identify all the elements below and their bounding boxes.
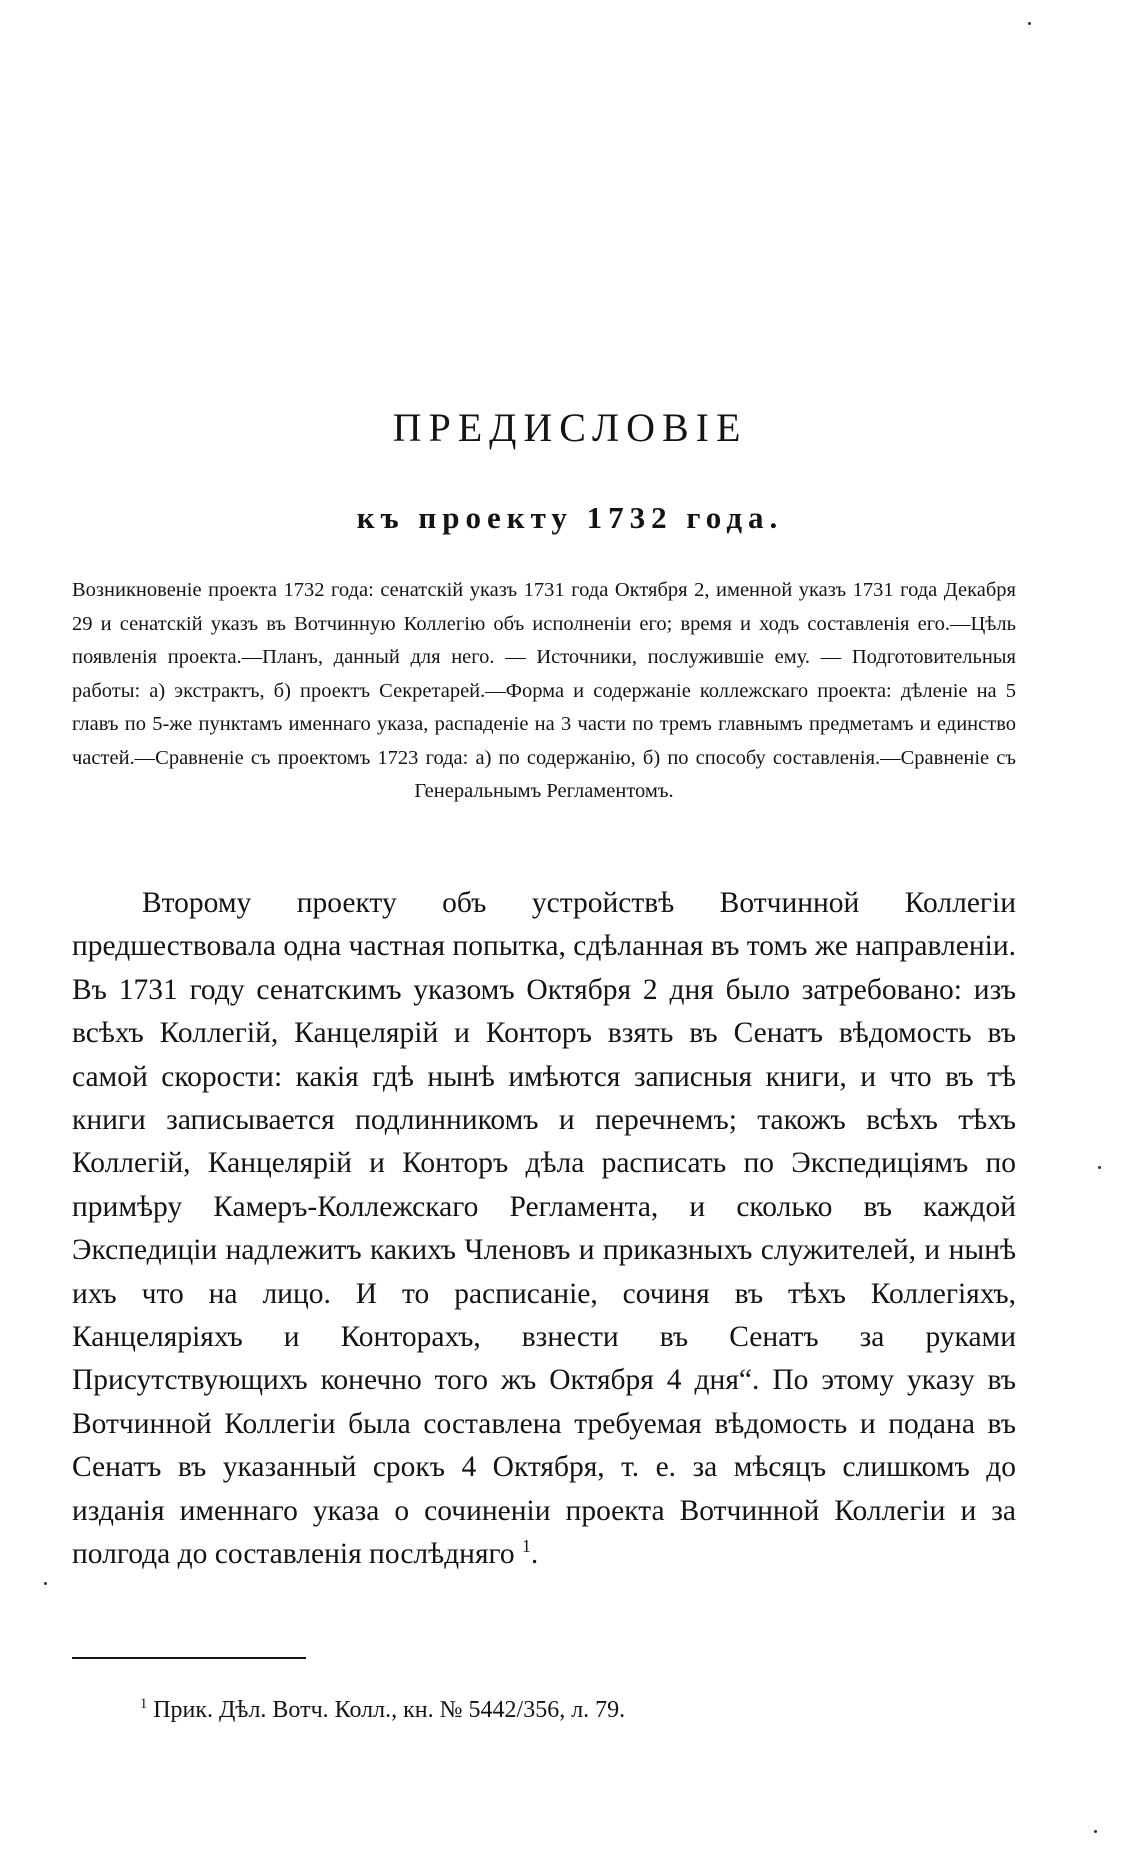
page-subtitle: къ проекту 1732 года.	[356, 500, 784, 535]
footnote-marker: 1	[140, 1696, 148, 1712]
scan-speck	[1094, 1830, 1097, 1833]
footnote-divider	[72, 1657, 306, 1659]
body-paragraph-text: Второму проекту объ устройствѣ Вотчинной Коллегіи предшествовала одна частная попытка, сдѣланная въ томъ же направленіи. Въ 1731 году сенатскимъ указомъ Октября 2 дня было затребовано: изъ всѣхъ Коллегій, Канцелярій и Конторъ взять въ Сенатъ вѣдомость въ самой скорости: какія гдѣ нынѣ имѣются записныя книги, и что въ тѣ книги записывается подлинникомъ и перечнемъ; такожъ всѣхъ тѣхъ Коллегій, Канцелярій и Конторъ дѣла расписать по Экспедиціямъ по примѣру Камеръ-Коллежскаго Регламента, и сколько въ каждой Экспедиціи надлежитъ какихъ Членовъ и приказныхъ служителей, и нынѣ ихъ что на лицо. И то расписаніе, сочиня въ тѣхъ Коллегіяхъ, Канцеляріяхъ и Конторахъ, взнести въ Сенатъ за руками Присутствующихъ конечно того жъ Октября 4 дня“. По этому указу въ Вотчинной Коллегіи была составлена требуемая вѣдомость и подана въ Сенатъ въ указанный срокъ 4 Октября, т. е. за мѣсяцъ слишкомъ до изданія именнаго указа о сочиненіи проекта Вотчинной Коллегіи и за полгода до составленія послѣдняго	[72, 887, 1016, 1571]
chapter-summary: Возникновеніе проекта 1732 года: сенатскій указъ 1731 года Октября 2, именной указъ 1731 года Декабря 29 и сенатскій указъ въ Вотчинную Коллегію объ исполненіи его; время и ходъ составленія его.—Цѣль появленія проекта.—Планъ, данный для него. — Источники, послужившіе ему. — Подготовительныя работы: а) экстрактъ, б) проектъ Секретарей.—Форма и содержаніе коллежскаго проекта: дѣленіе на 5 главъ по 5-же пунктамъ именнаго указа, распаденіе на 3 части по тремъ главнымъ предметамъ и единство частей.—Сравненіе съ проектомъ 1723 года: а) по содержанію, б) по способу составленія.—Сравненіе съ Генеральнымъ Регламентомъ.	[72, 579, 1016, 802]
scan-speck	[1028, 22, 1031, 25]
scan-speck	[1098, 1166, 1101, 1169]
footnote	[140, 1697, 625, 1724]
footnote-reference: 1	[522, 1536, 531, 1557]
body-paragraph	[72, 882, 1016, 1577]
scan-speck	[44, 1582, 47, 1585]
body-paragraph-end: .	[530, 1538, 539, 1571]
page-title: ПРЕДИСЛОВІЕ	[392, 405, 748, 450]
footnote-text: Прик. Дѣл. Вотч. Колл., кн. № 5442/356, л. 79.	[153, 1697, 626, 1723]
